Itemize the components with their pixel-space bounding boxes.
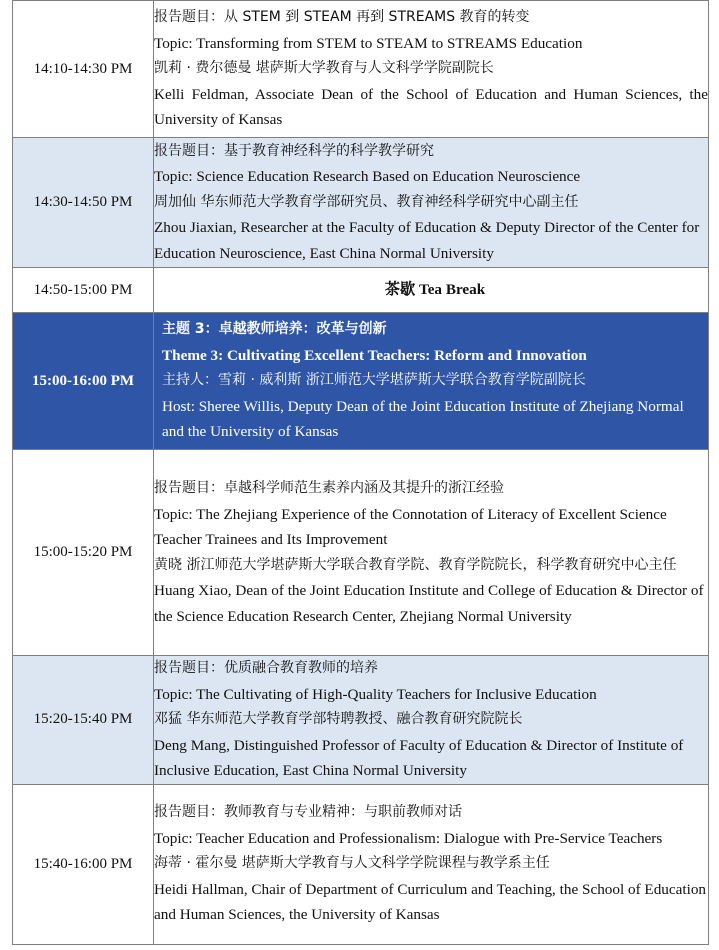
speaker-en: Zhou Jiaxian, Researcher at the Faculty of Education & Deputy Director of the Center for Education Neuroscience, East China Normal University — [154, 219, 700, 262]
time-slot: 14:50-15:00 PM — [13, 268, 154, 313]
session-details — [154, 784, 709, 944]
talk-title-cn: 报告题目：教师教育与专业精神：与职前教师对话 — [154, 804, 462, 821]
speaker-en: Kelli Feldman, Associate Dean of the School of Education and Human Sciences, the University of Kansas — [154, 85, 708, 129]
theme-details — [154, 313, 709, 450]
agenda-row — [13, 784, 709, 944]
time-slot: 14:10-14:30 PM — [13, 1, 154, 138]
session-details — [154, 656, 709, 785]
talk-title-cn: 报告题目：优质融合教育教师的培养 — [154, 660, 378, 676]
host-cn: 主持人：雪莉 · 威利斯 浙江师范大学堪萨斯大学联合教育学院副院长 — [162, 372, 586, 389]
agenda-row — [13, 656, 709, 785]
agenda-row-theme — [13, 313, 709, 450]
talk-title-en: Topic: Teacher Education and Professionalism: Dialogue with Pre-Service Teachers — [154, 829, 663, 847]
talk-title-en: Topic: The Cultivating of High-Quality Teachers for Inclusive Education — [154, 685, 597, 703]
agenda-table — [12, 0, 709, 945]
agenda-row — [13, 138, 709, 268]
speaker-en: Huang Xiao, Dean of the Joint Education Institute and College of Education & Director of the Science Education Research Center, Zhejiang Normal University — [154, 582, 704, 625]
time-slot: 15:00-15:20 PM — [13, 450, 154, 656]
agenda-row — [13, 450, 709, 656]
session-details — [154, 1, 709, 138]
tea-break-label: 茶歇 Tea Break — [154, 268, 709, 313]
host-en: Host: Sheree Willis, Deputy Dean of the Joint Education Institute of Zhejiang Normal and the University of Kansas — [162, 397, 684, 441]
theme-title-en: Theme 3: Cultivating Excellent Teachers: Reform and Innovation — [162, 346, 587, 364]
talk-title-en: Topic: Science Education Research Based on Education Neuroscience — [154, 168, 581, 186]
time-slot: 15:00-16:00 PM — [13, 313, 154, 450]
speaker-en: Heidi Hallman, Chair of Department of Curriculum and Teaching, the School of Education and Human Sciences, the University of Kansas — [154, 880, 707, 924]
agenda-row-break — [13, 268, 709, 313]
theme-title-cn: 主题 3：卓越教师培养：改革与创新 — [162, 321, 387, 338]
time-slot: 15:20-15:40 PM — [13, 656, 154, 785]
session-details — [154, 138, 709, 268]
talk-title-cn: 报告题目：从 STEM 到 STEAM 再到 STREAMS 教育的转变 — [154, 9, 530, 26]
speaker-cn: 凯莉 · 费尔德曼 堪萨斯大学教育与人文科学学院副院长 — [154, 60, 494, 77]
speaker-cn: 海蒂 · 霍尔曼 堪萨斯大学教育与人文科学学院课程与教学系主任 — [154, 855, 550, 872]
time-slot: 14:30-14:50 PM — [13, 138, 154, 268]
talk-title-cn: 报告题目：卓越科学师范生素养内涵及其提升的浙江经验 — [154, 480, 504, 496]
speaker-en: Deng Mang, Distinguished Professor of Faculty of Education & Director of Institute of Inclusive Education, East China Normal University — [154, 736, 684, 779]
speaker-cn: 周加仙 华东师范大学教育学部研究员、教育神经科学研究中心副主任 — [154, 193, 579, 210]
talk-title-en: Topic: Transforming from STEM to STEAM to STREAMS Education — [154, 34, 583, 52]
agenda-row — [13, 1, 709, 138]
speaker-cn: 邓猛 华东师范大学教育学部特聘教授、融合教育研究院院长 — [154, 711, 523, 727]
talk-title-en: Topic: The Zhejiang Experience of the Connotation of Literacy of Excellent Science Teacher Trainees and Its Improvement — [154, 505, 667, 548]
session-details — [154, 450, 709, 656]
talk-title-cn: 报告题目：基于教育神经科学的科学教学研究 — [154, 142, 434, 159]
speaker-cn: 黄晓 浙江师范大学堪萨斯大学联合教育学院、教育学院院长，科学教育研究中心主任 — [154, 556, 677, 573]
time-slot: 15:40-16:00 PM — [13, 784, 154, 944]
